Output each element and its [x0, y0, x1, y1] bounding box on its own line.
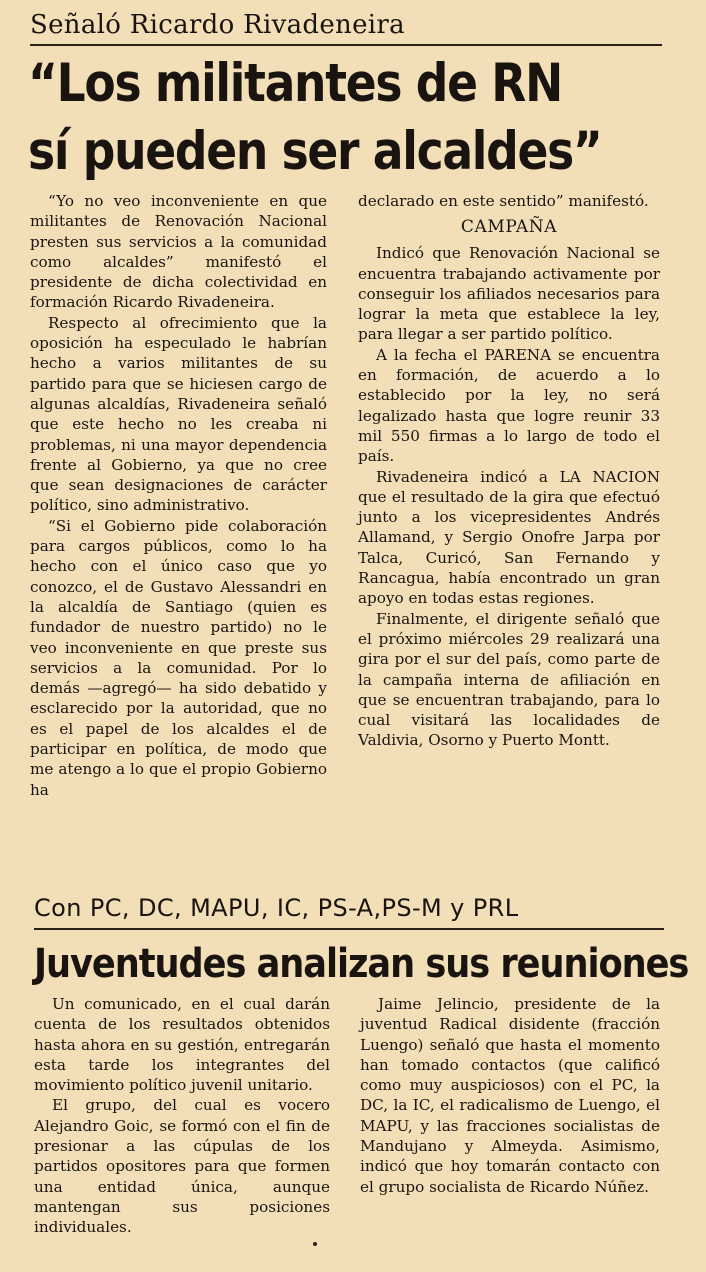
decorative-dot [313, 1242, 317, 1246]
paragraph: Indicó que Renovación Nacional se encuentra trabajando activamente por conseguir los afiliados necesarios para lograr la meta que establece la ley, para llegar a ser partido político. [358, 244, 660, 344]
paragraph: “Yo no veo inconveniente en que militantes de Renovación Nacional presten sus servicios a la comunidad como alcaldes” manifestó el presidente de dicha colectividad en formación Ricardo Rivadeneira. [30, 192, 327, 312]
paragraph: Un comunicado, en el cual darán cuenta de los resultados obtenidos hasta ahora en su gestión, entregarán esta tarde los integrantes del movimiento político juvenil unitario. [34, 995, 330, 1095]
article2-headline: Juventudes analizan sus reuniones [34, 941, 689, 987]
paragraph: El grupo, del cual es vocero Alejandro Goic, se formó con el fin de presionar a las cúpulas de los partidos opositores para que formen una entidad única, aunque mantengan sus posiciones individuales. [34, 1096, 330, 1237]
article2-right-column [360, 994, 660, 1197]
paragraph-continuation: declarado en este sentido” manifestó. [358, 192, 649, 210]
paragraph: Rivadeneira indicó a LA NACION que el resultado de la gira que efectuó junto a los vicepresidentes Andrés Allamand, y Sergio Onofre Jarpa por Talca, Curicó, San Fernando y Rancagua, había encontrado un gran apoyo en todas estas regiones. [358, 467, 660, 608]
article1-left-column [30, 191, 327, 800]
kicker-rule [30, 44, 662, 46]
paragraph: A la fecha el PARENA se encuentra en formación, de acuerdo a lo establecido por la ley, no será legalizado hasta que logre reunir 33 mil 550 firmas a lo largo de todo el país. [358, 345, 660, 466]
section-subhead: CAMPAÑA [460, 217, 558, 238]
paragraph: “Si el Gobierno pide colaboración para cargos públicos, como lo ha hecho con el único caso que yo conozco, el de Gustavo Alessandri en la alcaldía de Santiago (quien es fundador de nuestro partido) no le veo inconveniente en que preste sus servicios a la comunidad. Por lo demás —agregó— ha sido debatido y esclarecido por la autoridad, que no es el papel de los alcaldes el de participar en política, de modo que me atengo a lo que el propio Gobierno ha [30, 516, 327, 799]
paragraph: Respecto al ofrecimiento que la oposición ha especulado le habrían hecho a varios militantes de su partido para que se hiciesen cargo de algunas alcaldías, Rivadeneira señaló que este hecho no les creaba ni problemas, ni una mayor dependencia frente al Gobierno, ya que no cree que sean designaciones de carácter político, sino administrativo. [30, 313, 327, 515]
article2-kicker: Con PC, DC, MAPU, IC, PS-A,PS-M y PRL [34, 894, 519, 922]
paragraph: Finalmente, el dirigente señaló que el próximo miércoles 29 realizará una gira por el sur del país, como parte de la campaña interna de afiliación en que se encuentran trabajando, para lo cual visitará las localidades de Valdivia, Osorno y Puerto Montt. [358, 609, 660, 750]
article2-left-column [34, 994, 330, 1238]
headline-line-2: sí pueden ser alcaldes” [28, 121, 602, 182]
headline-line-1: “Los militantes de RN [28, 53, 562, 114]
article1-right-column [358, 191, 660, 751]
article1-headline [28, 50, 602, 186]
article1-kicker: Señaló Ricardo Rivadeneira [30, 10, 405, 40]
paragraph: Jaime Jelincio, presidente de la juventud Radical disidente (fracción Luengo) señaló que hasta el momento han tomado contactos (que calificó como muy auspiciosos) con el PC, la DC, la IC, el radicalismo de Luengo, el MAPU, y las fracciones socialistas de Mandujano y Almeyda. Asimismo, indicó que hoy tomarán contacto con el grupo socialista de Ricardo Núñez. [360, 995, 660, 1196]
article2-rule [34, 928, 664, 930]
